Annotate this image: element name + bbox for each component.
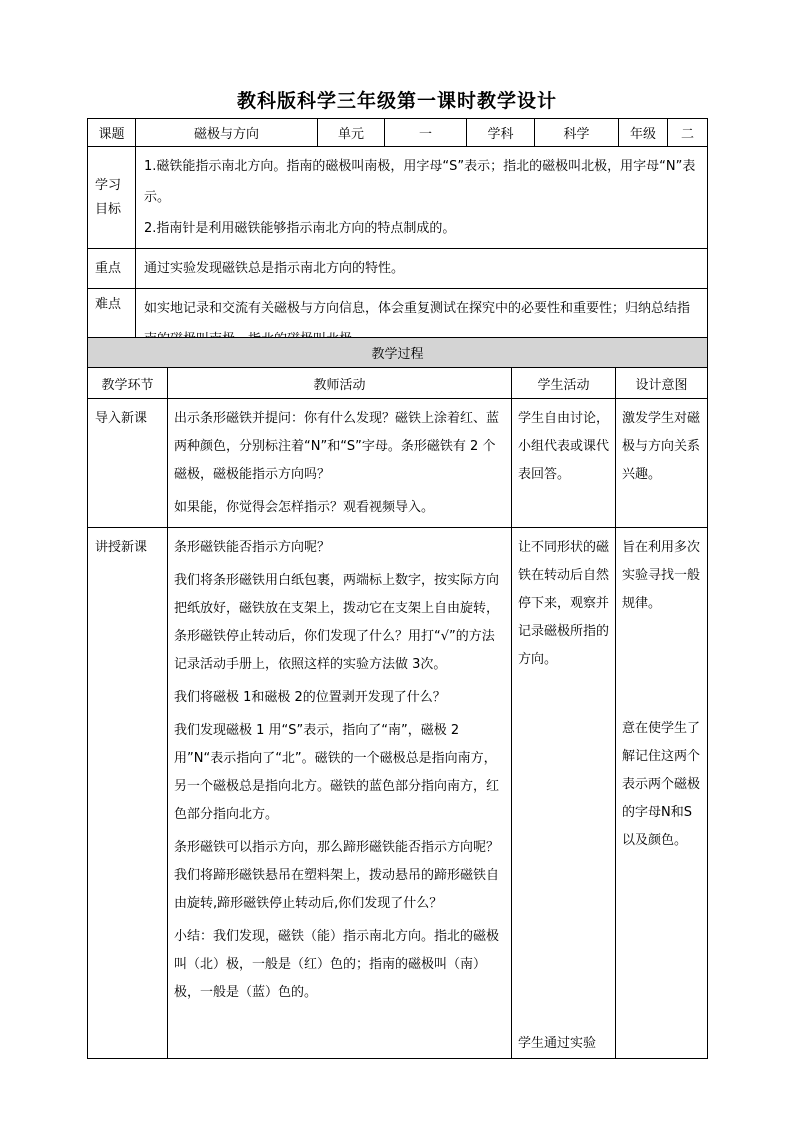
- teaching-process-table: [87, 337, 708, 1059]
- process-heading-row: [88, 338, 708, 368]
- teacher-paragraph: 出示条形磁铁并提问：你有什么发现？磁铁上涂着红、蓝两种颜色，分别标注着“N”和“S”字母。条形磁铁有 2 个磁极，磁极能指示方向吗？: [174, 411, 500, 482]
- goals-label-line-2: 目标: [95, 201, 122, 217]
- unit-label: 单元: [318, 119, 385, 147]
- teacher-paragraph: 条形磁铁能否指示方向呢？: [174, 540, 331, 555]
- goal-item-1: 1.磁铁能指示南北方向。指南的磁极叫南极，用字母“S”表示；指北的磁极叫北极，用字母“N”表示。: [144, 159, 696, 205]
- key-point-row: [88, 249, 708, 289]
- key-point-text: 通过实验发现磁铁总是指示南北方向的特性。: [136, 249, 708, 289]
- column-header: 教师活动: [168, 368, 512, 399]
- goals-label-line-1: 学习: [95, 177, 122, 193]
- process-row-new-lesson: [88, 528, 708, 1059]
- process-heading: 教学过程: [88, 338, 708, 368]
- info-row: [88, 119, 708, 147]
- goals-label: [88, 147, 136, 249]
- column-header-row: [88, 368, 708, 399]
- difficulty-label: 难点: [88, 289, 136, 360]
- teacher-activity-cell: [168, 528, 512, 1059]
- goal-item-2: 2.指南针是利用磁铁能够指示南北方向的特点制成的。: [144, 221, 456, 236]
- document-title: 教科版科学三年级第一课时教学设计: [236, 90, 557, 112]
- goals-row: [88, 147, 708, 249]
- lesson-info-table: [87, 118, 708, 360]
- student-activity-cell: [512, 528, 616, 1059]
- column-header: 教学环节: [88, 368, 168, 399]
- topic-value: 磁极与方向: [136, 119, 318, 147]
- intent-paragraph: 意在使学生了解记住这两个表示两个磁极的字母N和S以及颜色。: [622, 721, 701, 848]
- key-point-label: 重点: [88, 249, 136, 289]
- teacher-paragraph: 如果能，你觉得会怎样指示？观看视频导入。: [174, 500, 435, 515]
- student-paragraph: 学生通过实验: [518, 1036, 597, 1051]
- subject-label: 学科: [467, 119, 535, 147]
- teacher-paragraph: 小结：我们发现，磁铁（能）指示南北方向。指北的磁极叫（北）极，一般是（红）色的；指南的磁极叫（南）极，一般是（蓝）色的。: [174, 929, 500, 1000]
- student-paragraph: 让不同形状的磁铁在转动后自然停下来，观察并记录磁极所指的方向。: [518, 540, 610, 667]
- teacher-paragraph: 我们将磁极 1和磁极 2的位置剥开发现了什么？: [174, 690, 446, 705]
- topic-label: 课题: [88, 119, 136, 147]
- teacher-paragraph: 我们发现磁极 1 用“S”表示，指向了“南”，磁极 2 用”N“表示指向了“北”。磁铁的一个磁极总是指向南方，另一个磁极总是指向北方。磁铁的蓝色部分指向南方，红色部分指向北方。: [174, 723, 500, 822]
- student-activity-cell: [512, 399, 616, 528]
- design-intent-cell: [616, 528, 708, 1059]
- teacher-paragraph: 条形磁铁可以指示方向，那么蹄形磁铁能否指示方向呢？我们将蹄形磁铁悬吊在塑料架上，拨动悬吊的蹄形磁铁自由旋转,蹄形磁铁停止转动后,你们发现了什么？: [174, 840, 500, 911]
- intent-paragraph: 激发学生对磁极与方向关系兴趣。: [622, 411, 701, 482]
- student-paragraph: 学生自由讨论，小组代表或课代表回答。: [518, 411, 610, 482]
- column-header: 设计意图: [616, 368, 708, 399]
- grade-label: 年级: [619, 119, 668, 147]
- goals-text: [136, 147, 708, 249]
- stage-cell: 导入新课: [88, 399, 168, 528]
- intent-paragraph: 旨在利用多次实验寻找一般规律。: [622, 540, 701, 611]
- column-header: 学生活动: [512, 368, 616, 399]
- teacher-paragraph: 我们将条形磁铁用白纸包裹，两端标上数字，按实际方向把纸放好，磁铁放在支架上，拨动它在支架上自由旋转，条形磁铁停止转动后，你们发现了什么？用打“√”的方法记录活动手册上，依照这样的实验方法做 3次。: [174, 573, 500, 672]
- design-intent-cell: [616, 399, 708, 528]
- grade-value: 二: [668, 119, 708, 147]
- subject-value: 科学: [535, 119, 619, 147]
- difficulty-text: 如实地记录和交流有关磁极与方向信息，体会重复测试在探究中的必要性和重要性；归纳总结指: [136, 289, 708, 360]
- teacher-activity-cell: [168, 399, 512, 528]
- stage-cell: 讲授新课: [88, 528, 168, 1059]
- unit-value: 一: [385, 119, 467, 147]
- process-row-intro: [88, 399, 708, 528]
